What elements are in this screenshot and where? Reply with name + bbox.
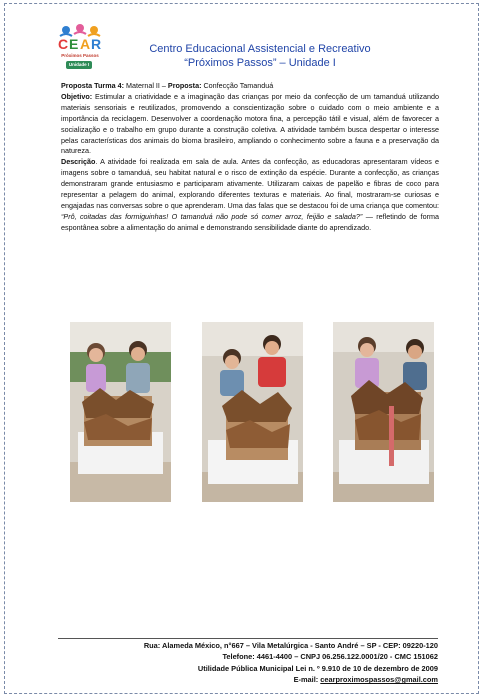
- document-body: [61, 81, 439, 234]
- proposal-label: Proposta Turma 4:: [61, 81, 124, 90]
- description-label: Descrição: [61, 157, 96, 167]
- footer: [58, 640, 438, 686]
- footer-law: Utilidade Pública Municipal Lei n. º 9.910 de 10 de dezembro de 2009: [197, 663, 438, 673]
- photo-children-1: [70, 322, 171, 502]
- proposal-value: Confecção Tamanduá: [201, 81, 274, 90]
- description-text: . A atividade foi realizada em sala de aula. Antes da confecção, as educadoras apresentaram vídeos e imagens sobre o tamanduá, seu habitat natural e o risco de extinção da espécie. Durante a confecção, as crianças demonstraram grande entusiasmo e participaram ativamente. Utilizaram caixas de papelão e fibras de coco para representar a pelagem do animal, explorando diferentes texturas e materiais. Ao final, mostraram-se curiosas e engajadas nas conversas sobre o que aprenderam. Uma das falas que se destacou foi de uma criança que comentou:: [61, 157, 439, 210]
- photo-children-2: [202, 322, 303, 502]
- objective-label: Objetivo:: [61, 91, 93, 101]
- footer-email-label: E-mail:: [293, 675, 321, 685]
- objective-text: Estimular a criatividade e a imaginação das crianças por meio da confecção de um tamanduá utilizando materiais sensoriais e reutilizados, promovendo a conscientização sobre o cuidado com o meio ambiente e a importância da reciclagem. Desenvolver a coordenação motora fina, a percepção tátil e visual, além de favorecer a socialização e o trabalho em grupo durante a construção coletiva. A atividade também busca despertar o interesse pelas características dos animais do bioma brasileiro, ampliando o conhecimento sobre a fauna e a preservação da natureza.: [61, 91, 439, 156]
- proposal-turma: Maternal II –: [123, 81, 168, 90]
- cear-logo: C E A R Próximos Passos Unidade I: [50, 22, 110, 74]
- header-title: Centro Educacional Assistencial e Recreativo: [149, 43, 371, 55]
- photo-children-3: [333, 322, 434, 502]
- child-quote: “Prô, coitadas das formiguinhas! O tamanduá não pode só comer arroz, feijão e salada?”: [61, 211, 363, 221]
- header-subtitle: “Próximos Passos” – Unidade I: [184, 57, 336, 69]
- footer-phone: Telefone: 4461-4400 – CNPJ 06.256.122.0001/20 - CMC 151062: [222, 652, 438, 662]
- proposal-line: [61, 81, 439, 92]
- footer-rule: [58, 638, 438, 639]
- footer-email-link[interactable]: cearproximospassos@gmail.com: [320, 675, 438, 685]
- description-paragraph: [61, 157, 439, 233]
- description-text-end: — refletindo de forma espontânea sobre a alimentação do animal e demonstrando sensibilidade diante do aprendizado.: [61, 211, 439, 232]
- proposal-label-2: Proposta:: [167, 81, 202, 90]
- footer-address: Rua: Alameda México, n°667 – Vila Metalúrgica - Santo André – SP - CEP: 09220-120: [143, 641, 438, 650]
- objective-paragraph: [61, 92, 439, 157]
- footer-email-line: [58, 674, 438, 685]
- logo-subtitle: Próximos Passos: [61, 53, 99, 58]
- logo-badge: Unidade I: [66, 61, 92, 69]
